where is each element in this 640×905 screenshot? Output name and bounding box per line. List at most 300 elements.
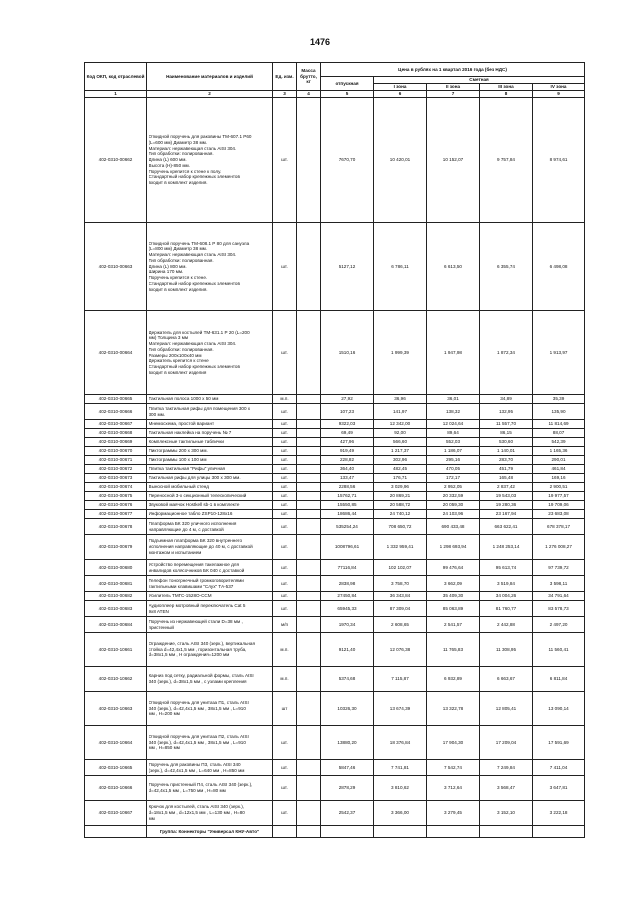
row-name-line: Ширина 170 мм. bbox=[148, 269, 184, 275]
row-code-cell: 402-0310-00668 bbox=[85, 429, 147, 438]
row-name-line: Откидной поручень для унитаза П2, сталь AISI bbox=[148, 733, 249, 739]
zone-2-price-cell: 99 476,64 bbox=[427, 560, 480, 576]
zone-2-price-cell: 20 332,59 bbox=[427, 492, 480, 501]
table-row bbox=[85, 726, 585, 760]
row-unit-cell: шт. bbox=[273, 420, 297, 429]
row-code-cell: 402-0310-00664 bbox=[85, 311, 147, 395]
zone-2-price-cell: 12 024,64 bbox=[427, 420, 480, 429]
row-name-line: 340 (зерк.), d=42,4x1,5 мм , 38x1,5 мм , L=910 bbox=[148, 705, 246, 711]
row-mass-cell bbox=[297, 223, 321, 311]
zone-3-price-cell: 7 249,84 bbox=[480, 760, 533, 776]
row-name-cell bbox=[147, 98, 273, 223]
zone-2-price-cell: 3 279,45 bbox=[427, 801, 480, 826]
row-name-line: Комплексные тактильные таблички bbox=[148, 439, 224, 445]
group-row bbox=[85, 826, 585, 838]
row-name-line: тактильными клавишами "Слух" ТА-537 bbox=[148, 583, 234, 589]
row-code-cell: 402-0310-00677 bbox=[85, 510, 147, 519]
row-name-cell bbox=[147, 420, 273, 429]
group-empty-cell bbox=[427, 826, 480, 838]
row-name-cell bbox=[147, 404, 273, 420]
zone-4-price-cell: 1 276 008,27 bbox=[533, 535, 585, 560]
row-mass-cell bbox=[297, 576, 321, 592]
zone-3-price-cell: 11 557,70 bbox=[480, 420, 533, 429]
release-price-cell: 27,92 bbox=[321, 395, 374, 404]
col-number: 9 bbox=[533, 91, 585, 98]
row-name-line: (L=800 мм) Диаметр 38 мм. bbox=[148, 246, 208, 252]
zone-4-price-cell: 23 683,08 bbox=[533, 510, 585, 519]
row-name-line: монтажом и испытанием bbox=[148, 549, 202, 555]
group-label: Группа: Коннекторы "Универсал КНУ-Авто" bbox=[147, 826, 273, 838]
row-unit-cell: шт. bbox=[273, 776, 297, 801]
row-name-line: мм , Н=850 мм bbox=[148, 745, 180, 751]
zone-3-price-cell: 132,95 bbox=[480, 404, 533, 420]
row-unit-cell: шт. bbox=[273, 601, 297, 617]
zone-3-price-cell: 34,89 bbox=[480, 395, 533, 404]
row-unit-cell: шт. bbox=[273, 501, 297, 510]
row-name-cell bbox=[147, 519, 273, 535]
table-row bbox=[85, 438, 585, 447]
release-price-cell: 2838,98 bbox=[321, 576, 374, 592]
zone-3-price-cell: 165,48 bbox=[480, 474, 533, 483]
row-code-cell: 402-0310-00679 bbox=[85, 535, 147, 560]
row-name-line: Звуковой маячок Hostkell sb-1 в комплекте bbox=[148, 502, 240, 508]
zone-2-price-cell: 295,16 bbox=[427, 456, 480, 465]
zone-2-price-cell: 24 103,96 bbox=[427, 510, 480, 519]
row-name-line: Пиктограммы 200 x 300 мм. bbox=[148, 448, 208, 454]
row-name-line: Усилитель ТМГС-1528О-ССМ bbox=[148, 593, 212, 599]
row-code-cell: 402-0310-00672 bbox=[85, 465, 147, 474]
header-unit: Ед. изм. bbox=[273, 63, 297, 91]
table-row bbox=[85, 465, 585, 474]
zone-2-price-cell: 3 662,09 bbox=[427, 576, 480, 592]
zone-2-price-cell: 1 186,07 bbox=[427, 447, 480, 456]
release-price-cell: 1970,34 bbox=[321, 617, 374, 633]
zone-4-price-cell: 3 598,11 bbox=[533, 576, 585, 592]
row-name-line: Переносной 3-х секционный телескопический bbox=[148, 493, 247, 499]
table-row bbox=[85, 223, 585, 311]
zone-4-price-cell: 3 647,81 bbox=[533, 776, 585, 801]
row-name-line: Ограждение, сталь AISI 340 (зерк.), вертикальная bbox=[148, 640, 255, 646]
release-price-cell: 2542,37 bbox=[321, 801, 374, 826]
row-unit-cell: шт. bbox=[273, 98, 297, 223]
zone-3-price-cell: 86,15 bbox=[480, 429, 533, 438]
row-code-cell: 402-0310-00681 bbox=[85, 576, 147, 592]
row-mass-cell bbox=[297, 519, 321, 535]
row-name-cell bbox=[147, 592, 273, 601]
zone-1-price-cell: 36 343,84 bbox=[374, 592, 427, 601]
row-mass-cell bbox=[297, 465, 321, 474]
table-row bbox=[85, 801, 585, 826]
zone-1-price-cell: 3 366,00 bbox=[374, 801, 427, 826]
row-name-cell bbox=[147, 510, 273, 519]
zone-2-price-cell: 6 613,50 bbox=[427, 223, 480, 311]
zone-1-price-cell: 12 342,00 bbox=[374, 420, 427, 429]
row-name-line: d=18x1,5 мм , d=12x1,5 мм , L=130 мм , Н=80 bbox=[148, 810, 245, 816]
zone-1-price-cell: 36,96 bbox=[374, 395, 427, 404]
row-name-line: Тактильная наклейка на поручень № 7 bbox=[148, 430, 232, 436]
table-row bbox=[85, 395, 585, 404]
row-name-line: Карниз под сетку, радиальной формы, сталь AISI bbox=[148, 673, 254, 679]
table-row bbox=[85, 601, 585, 617]
row-unit-cell: м.п. bbox=[273, 667, 297, 692]
row-name-line: Поручень крепится к стене. bbox=[148, 275, 208, 281]
release-price-cell: 13880,20 bbox=[321, 726, 374, 760]
table-header bbox=[85, 63, 585, 98]
group-empty-cell bbox=[374, 826, 427, 838]
zone-1-price-cell: 3 029,96 bbox=[374, 483, 427, 492]
row-unit-cell: шт bbox=[273, 692, 297, 726]
release-price-cell: 427,96 bbox=[321, 438, 374, 447]
zone-1-price-cell: 20 588,72 bbox=[374, 501, 427, 510]
zone-1-price-cell: 12 076,38 bbox=[374, 633, 427, 667]
zone-4-price-cell: 2 497,20 bbox=[533, 617, 585, 633]
zone-2-price-cell: 11 765,83 bbox=[427, 633, 480, 667]
zone-2-price-cell: 172,17 bbox=[427, 474, 480, 483]
zone-4-price-cell: 135,90 bbox=[533, 404, 585, 420]
row-name-line: (L=600 мм) Диаметр 38 мм. bbox=[148, 139, 208, 145]
zone-4-price-cell: 461,84 bbox=[533, 465, 585, 474]
release-price-cell: 535254,24 bbox=[321, 519, 374, 535]
table-row bbox=[85, 404, 585, 420]
zone-3-price-cell: 95 613,74 bbox=[480, 560, 533, 576]
row-name-line: Тактильная полоса 1000 x 50 мм bbox=[148, 396, 219, 402]
header-code: Код ОКП, код отраслевой bbox=[85, 63, 147, 91]
header-price-group: Цена в рублях на 1 квартал 2016 года (без НДС) bbox=[321, 63, 585, 77]
header-mass: Масса брутто, кг bbox=[297, 63, 321, 91]
zone-1-price-cell: 2 608,65 bbox=[374, 617, 427, 633]
zone-1-price-cell: 3 758,70 bbox=[374, 576, 427, 592]
row-name-cell bbox=[147, 395, 273, 404]
row-code-cell: 402-0310-10664 bbox=[85, 726, 147, 760]
row-name-line: инвалидов колясочников БК 040 с доставкой bbox=[148, 567, 245, 573]
zone-2-price-cell: 138,32 bbox=[427, 404, 480, 420]
zone-2-price-cell: 36,01 bbox=[427, 395, 480, 404]
row-mass-cell bbox=[297, 592, 321, 601]
row-name-line: 340 (зерк.), d=38x1,5 мм , с узлами крепления bbox=[148, 679, 247, 684]
column-number-row bbox=[85, 91, 585, 98]
zone-2-price-cell: 3 712,64 bbox=[427, 776, 480, 801]
zone-1-price-cell: 708 650,72 bbox=[374, 519, 427, 535]
release-price-cell: 5374,68 bbox=[321, 667, 374, 692]
zone-4-price-cell: 290,01 bbox=[533, 456, 585, 465]
table-body bbox=[85, 98, 585, 826]
zone-3-price-cell: 3 519,84 bbox=[480, 576, 533, 592]
zone-3-price-cell: 3 568,47 bbox=[480, 776, 533, 801]
zone-4-price-cell: 88,07 bbox=[533, 429, 585, 438]
row-mass-cell bbox=[297, 456, 321, 465]
row-name-line: Материал: нержавеющая сталь AISI 304. bbox=[148, 341, 237, 347]
row-mass-cell bbox=[297, 801, 321, 826]
row-unit-cell: шт. bbox=[273, 447, 297, 456]
row-mass-cell bbox=[297, 560, 321, 576]
row-unit-cell: шт. bbox=[273, 535, 297, 560]
zone-1-price-cell: 1 332 959,41 bbox=[374, 535, 427, 560]
row-code-cell: 402-0310-00683 bbox=[85, 601, 147, 617]
page-number: 1476 bbox=[309, 37, 331, 47]
row-name-line: Длина (L) 600 мм. bbox=[148, 157, 187, 163]
row-name-line: Стандартный набор крепежных элементов bbox=[148, 280, 240, 286]
row-name-cell bbox=[147, 776, 273, 801]
row-name-line: пристенный bbox=[148, 624, 174, 630]
row-name-cell bbox=[147, 474, 273, 483]
zone-3-price-cell: 663 622,41 bbox=[480, 519, 533, 535]
row-name-line: d=38x1,5 мм , Н ограждения=1200 мм bbox=[148, 652, 230, 658]
row-code-cell: 402-0310-00678 bbox=[85, 519, 147, 535]
row-mass-cell bbox=[297, 447, 321, 456]
header-zone-1: I зона bbox=[374, 84, 427, 91]
table-row bbox=[85, 592, 585, 601]
row-name-line: Поручень пристенный П4, сталь AISI 340 (зерк.), bbox=[148, 782, 253, 788]
header-estimate-price: Сметная bbox=[374, 77, 585, 84]
row-name-line: Тип обработки: полированная. bbox=[148, 257, 214, 263]
row-name-line: Плитка тактильная "Рифы" уличная bbox=[148, 466, 226, 472]
zone-4-price-cell: 19 977,57 bbox=[533, 492, 585, 501]
release-price-cell: 27450,84 bbox=[321, 592, 374, 601]
row-name-line: 340 (зерк.), d=42,4x1,5 мм , 38x1,5 мм , L=910 bbox=[148, 739, 246, 745]
table-row bbox=[85, 535, 585, 560]
row-name-cell bbox=[147, 760, 273, 776]
col-number: 3 bbox=[273, 91, 297, 98]
row-name-line: Материал: нержавеющая сталь AISI 304. bbox=[148, 252, 237, 258]
row-code-cell: 402-0310-00684 bbox=[85, 617, 147, 633]
row-code-cell: 402-0310-10661 bbox=[85, 633, 147, 667]
row-name-cell bbox=[147, 692, 273, 726]
zone-3-price-cell: 530,60 bbox=[480, 438, 533, 447]
row-unit-cell: шт. bbox=[273, 801, 297, 826]
row-name-cell bbox=[147, 438, 273, 447]
zone-1-price-cell: 7 741,81 bbox=[374, 760, 427, 776]
row-name-line: входит в комплект изделия. bbox=[148, 286, 208, 292]
row-name-line: (зерк.), d=42,4x1,5 мм , L=640 мм , Н=850 мм bbox=[148, 767, 245, 773]
table-row bbox=[85, 501, 585, 510]
release-price-cell: 5127,12 bbox=[321, 223, 374, 311]
row-mass-cell bbox=[297, 692, 321, 726]
row-name-line: Тип обработки: полированная. bbox=[148, 346, 214, 352]
zone-4-price-cell: 1 165,36 bbox=[533, 447, 585, 456]
row-code-cell: 402-0310-00670 bbox=[85, 447, 147, 456]
row-mass-cell bbox=[297, 776, 321, 801]
row-name-line: Крючок для костылей, сталь AISI 340 (зерк.), bbox=[148, 804, 245, 810]
zone-1-price-cell: 7 115,87 bbox=[374, 667, 427, 692]
row-unit-cell: шт. bbox=[273, 592, 297, 601]
zone-4-price-cell: 169,16 bbox=[533, 474, 585, 483]
row-name-line: Поручень для раковины П3, сталь AISI 340 bbox=[148, 761, 241, 767]
col-number: 8 bbox=[480, 91, 533, 98]
row-name-line: Тактильная рифы для улицы 300 x 300 мм. bbox=[148, 475, 241, 481]
row-code-cell: 402-0310-10666 bbox=[85, 776, 147, 801]
group-empty-cell bbox=[273, 826, 297, 838]
row-name-line: Пиктограммы 100 x 100 мм bbox=[148, 457, 207, 463]
zone-4-price-cell: 35,39 bbox=[533, 395, 585, 404]
zone-2-price-cell: 2 952,05 bbox=[427, 483, 480, 492]
release-price-cell: 77116,84 bbox=[321, 560, 374, 576]
row-unit-cell: шт. bbox=[273, 465, 297, 474]
row-mass-cell bbox=[297, 667, 321, 692]
col-number: 6 bbox=[374, 91, 427, 98]
row-name-line: Стандартный набор крепежных элементов bbox=[148, 363, 240, 369]
header-zone-2: II зона bbox=[427, 84, 480, 91]
row-code-cell: 402-0310-10665 bbox=[85, 760, 147, 776]
row-unit-cell: шт. bbox=[273, 438, 297, 447]
row-name-cell bbox=[147, 223, 273, 311]
row-unit-cell: шт. bbox=[273, 576, 297, 592]
row-name-cell bbox=[147, 617, 273, 633]
row-unit-cell: м/п bbox=[273, 617, 297, 633]
table-row bbox=[85, 420, 585, 429]
row-name-line: Откидной поручень ТМ-608.1 Р 80 для санузла bbox=[148, 240, 250, 246]
zone-4-price-cell: 34 791,64 bbox=[533, 592, 585, 601]
row-code-cell: 402-0310-00665 bbox=[85, 395, 147, 404]
table-row bbox=[85, 760, 585, 776]
zone-3-price-cell: 81 760,77 bbox=[480, 601, 533, 617]
row-unit-cell: шт. bbox=[273, 483, 297, 492]
zone-3-price-cell: 6 355,74 bbox=[480, 223, 533, 311]
group-empty-cell bbox=[480, 826, 533, 838]
zone-1-price-cell: 10 420,01 bbox=[374, 98, 427, 223]
row-mass-cell bbox=[297, 438, 321, 447]
row-name-line: Тип обработки: полированная. bbox=[148, 151, 214, 157]
row-name-line: 9x8 ATEN bbox=[148, 608, 169, 614]
col-number: 4 bbox=[297, 91, 321, 98]
row-code-cell: 402-0310-00667 bbox=[85, 420, 147, 429]
row-name-line: Устройство перемещения такелажное для bbox=[148, 561, 239, 567]
zone-1-price-cell: 482,45 bbox=[374, 465, 427, 474]
row-name-cell bbox=[147, 726, 273, 760]
zone-3-price-cell: 9 757,84 bbox=[480, 98, 533, 223]
row-mass-cell bbox=[297, 429, 321, 438]
row-name-line: Откидной поручень для раковины ТМ-607.1 Р60 bbox=[148, 134, 252, 140]
release-price-cell: 15550,85 bbox=[321, 501, 374, 510]
col-number: 2 bbox=[147, 91, 273, 98]
zone-2-price-cell: 2 541,57 bbox=[427, 617, 480, 633]
row-mass-cell bbox=[297, 404, 321, 420]
row-name-cell bbox=[147, 633, 273, 667]
zone-4-price-cell: 97 739,72 bbox=[533, 560, 585, 576]
row-name-cell bbox=[147, 429, 273, 438]
row-mass-cell bbox=[297, 395, 321, 404]
row-name-cell bbox=[147, 601, 273, 617]
row-code-cell: 402-0310-00671 bbox=[85, 456, 147, 465]
zone-4-price-cell: 6 811,84 bbox=[533, 667, 585, 692]
row-unit-cell: шт. bbox=[273, 760, 297, 776]
zone-3-price-cell: 19 280,36 bbox=[480, 501, 533, 510]
row-name-cell bbox=[147, 456, 273, 465]
row-unit-cell: шт. bbox=[273, 404, 297, 420]
zone-4-price-cell: 1 913,97 bbox=[533, 311, 585, 395]
zone-3-price-cell: 23 167,94 bbox=[480, 510, 533, 519]
zone-4-price-cell: 13 090,14 bbox=[533, 692, 585, 726]
table-row bbox=[85, 447, 585, 456]
zone-1-price-cell: 1 217,37 bbox=[374, 447, 427, 456]
zone-4-price-cell: 3 222,18 bbox=[533, 801, 585, 826]
table-row bbox=[85, 510, 585, 519]
zone-1-price-cell: 302,96 bbox=[374, 456, 427, 465]
table-row bbox=[85, 667, 585, 692]
row-unit-cell: шт. bbox=[273, 223, 297, 311]
zone-1-price-cell: 102 102,07 bbox=[374, 560, 427, 576]
zone-3-price-cell: 34 004,26 bbox=[480, 592, 533, 601]
zone-1-price-cell: 24 740,12 bbox=[374, 510, 427, 519]
zone-4-price-cell: 17 591,69 bbox=[533, 726, 585, 760]
row-name-cell bbox=[147, 465, 273, 474]
row-name-line: стойка d=42,4x1,5 мм , горизонтальная труба, bbox=[148, 646, 247, 652]
table-row bbox=[85, 776, 585, 801]
zone-3-price-cell: 3 152,10 bbox=[480, 801, 533, 826]
table-row bbox=[85, 483, 585, 492]
row-name-line: Подъемная платформа БК 320 внутреннего bbox=[148, 538, 243, 544]
release-price-cell: 18686,44 bbox=[321, 510, 374, 519]
row-mass-cell bbox=[297, 492, 321, 501]
zone-2-price-cell: 85 063,89 bbox=[427, 601, 480, 617]
row-name-line: Длина (L) 800 мм. bbox=[148, 263, 187, 269]
zone-3-price-cell: 12 805,41 bbox=[480, 692, 533, 726]
row-unit-cell: м.п. bbox=[273, 633, 297, 667]
table-row bbox=[85, 474, 585, 483]
release-price-cell: 9322,03 bbox=[321, 420, 374, 429]
group-empty-cell bbox=[321, 826, 374, 838]
row-unit-cell: м.п. bbox=[273, 395, 297, 404]
zone-3-price-cell: 1 248 253,14 bbox=[480, 535, 533, 560]
zone-2-price-cell: 6 932,89 bbox=[427, 667, 480, 692]
table-row bbox=[85, 692, 585, 726]
row-code-cell: 402-0310-00676 bbox=[85, 501, 147, 510]
release-price-cell: 228,82 bbox=[321, 456, 374, 465]
table-row bbox=[85, 576, 585, 592]
table-row bbox=[85, 492, 585, 501]
release-price-cell: 919,49 bbox=[321, 447, 374, 456]
zone-4-price-cell: 11 560,41 bbox=[533, 633, 585, 667]
group-code-cell bbox=[85, 826, 147, 838]
row-name-cell bbox=[147, 492, 273, 501]
row-name-line: направляющие до 4 м, с доставкой bbox=[148, 526, 224, 532]
row-name-line: Поручень из нержавеющей стали D=38 мм , bbox=[148, 618, 243, 624]
zone-3-price-cell: 11 308,95 bbox=[480, 633, 533, 667]
table-row bbox=[85, 311, 585, 395]
row-name-line: мм bbox=[148, 815, 155, 821]
row-code-cell: 402-0310-00682 bbox=[85, 592, 147, 601]
row-unit-cell: шт. bbox=[273, 474, 297, 483]
zone-1-price-cell: 13 674,39 bbox=[374, 692, 427, 726]
zone-2-price-cell: 20 059,30 bbox=[427, 501, 480, 510]
row-name-line: d=42,4x1,5 мм , L=750 мм , Н=80 мм bbox=[148, 788, 226, 793]
release-price-cell: 364,40 bbox=[321, 465, 374, 474]
row-name-line: Аудиоплеер мотровный переключатель Cat 5 bbox=[148, 602, 246, 608]
zone-2-price-cell: 470,05 bbox=[427, 465, 480, 474]
row-unit-cell: шт. bbox=[273, 429, 297, 438]
group-empty-cell bbox=[533, 826, 585, 838]
row-name-line: Поручень крепится к стене к полу. bbox=[148, 168, 222, 174]
row-name-cell bbox=[147, 667, 273, 692]
zone-3-price-cell: 2 442,88 bbox=[480, 617, 533, 633]
row-code-cell: 402-0310-00662 bbox=[85, 98, 147, 223]
row-name-line: Выносной мобильный стенд bbox=[148, 484, 209, 490]
zone-1-price-cell: 3 810,62 bbox=[374, 776, 427, 801]
row-name-line: Телефон тоногрнечный громкоговорителями bbox=[148, 577, 244, 583]
zone-1-price-cell: 1 999,39 bbox=[374, 311, 427, 395]
table-row bbox=[85, 633, 585, 667]
zone-3-price-cell: 1 872,34 bbox=[480, 311, 533, 395]
table-row bbox=[85, 519, 585, 535]
row-name-line: входит в комплект изделия bbox=[148, 369, 207, 375]
row-unit-cell: шт. bbox=[273, 311, 297, 395]
header-release-price: отпускная bbox=[321, 77, 374, 91]
release-price-cell: 107,23 bbox=[321, 404, 374, 420]
row-unit-cell: шт. bbox=[273, 456, 297, 465]
row-mass-cell bbox=[297, 311, 321, 395]
row-name-cell bbox=[147, 560, 273, 576]
release-price-cell: 7670,70 bbox=[321, 98, 374, 223]
table-row bbox=[85, 617, 585, 633]
